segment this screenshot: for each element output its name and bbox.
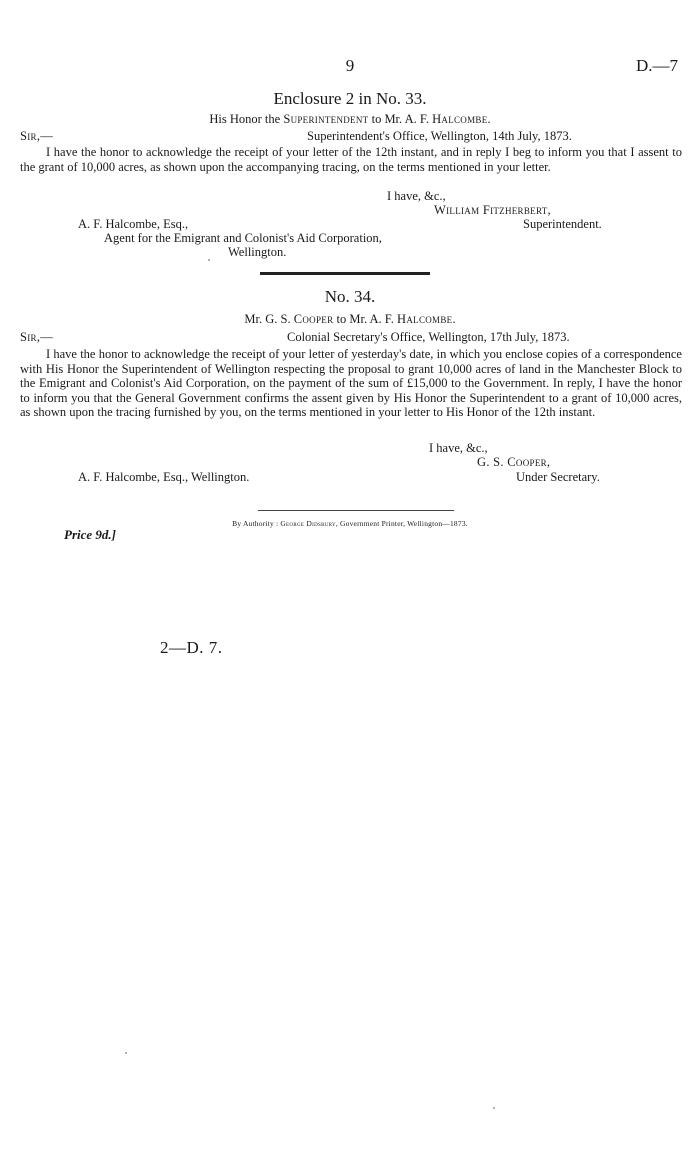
enclosure-title: Enclosure 2 in No. 33. <box>273 89 427 108</box>
signature-code: 2—D. 7. <box>160 638 223 657</box>
print-speck <box>493 1107 495 1109</box>
letter2-place-date: Colonial Secretary's Office, Wellington, 17th July, 1873. <box>287 330 570 344</box>
letter1-recipient: Halcombe <box>432 112 488 126</box>
letter1-salutation: Sir,— <box>20 129 54 143</box>
page-number: 9 <box>345 56 355 75</box>
letter1-subtitle-mid: to Mr. A. F. <box>371 112 429 126</box>
letter1-signatory: William Fitzherbert, <box>434 203 551 217</box>
imprint-post: , Government Printer, Wellington—1873. <box>335 519 468 528</box>
letter2-recipient: Halcombe <box>397 312 453 326</box>
print-speck <box>208 259 210 261</box>
letter2-closing: I have, &c., <box>429 441 488 455</box>
letter1-body-text: I have the honor to acknowledge the receipt of your letter of the 12th instant, and in reply I beg to inform you that I assent to the grant of 10,000 acres, as shown upon the accompanying tracing, on the terms mentioned in your letter. <box>20 145 682 174</box>
letter2-subtitle-pre: Mr. G. S. <box>244 312 291 326</box>
letter2-addressee: A. F. Halcombe, Esq., Wellington. <box>78 470 250 484</box>
letter1-sender: Superintendent <box>283 112 369 126</box>
letter1-place-date: Superintendent's Office, Wellington, 14th July, 1873. <box>307 129 572 143</box>
letter2-title: No. 34. <box>324 287 376 306</box>
letter1-addressee: A. F. Halcombe, Esq., <box>78 217 189 231</box>
section-divider <box>260 272 430 275</box>
letter1-body <box>20 145 682 174</box>
letter2-body <box>20 347 682 420</box>
letter2-subtitle: Mr. G. S. Cooper to Mr. A. F. Halcombe. <box>244 312 456 326</box>
letter2-sender: Cooper <box>293 312 334 326</box>
print-speck <box>125 1052 127 1054</box>
letter1-subtitle-pre: His Honor the <box>209 112 281 126</box>
letter2-subtitle-mid: to Mr. A. F. <box>336 312 394 326</box>
letter1-signatory-title: Superintendent. <box>523 217 602 231</box>
letter1-closing: I have, &c., <box>387 189 446 203</box>
imprint-pre: By Authority : <box>232 519 279 528</box>
letter2-signatory: G. S. Cooper, <box>477 455 551 469</box>
footer-rule <box>258 510 454 511</box>
letter2-salutation: Sir,— <box>20 330 54 344</box>
price: Price 9d.] <box>64 527 116 542</box>
letter1-subtitle: His Honor the Superintendent to Mr. A. F. Halcombe. <box>209 112 491 126</box>
letter2-body-text: I have the honor to acknowledge the receipt of your letter of yesterday's date, in which you enclose copies of a correspondence with His Honor the Superintendent of Wellington respecting the proposal to grant 10,000 acres of land in the Manchester Block to the Emigrant and Colonist's Aid Corporation, on the payment of the sum of £15,000 to the Government. In reply, I have the honor to inform you that the General Government confirms the assent given by His Honor the Superintendent to a grant of 10,000 acres, as shown upon the tracing furnished by you, on the terms mentioned in your letter to His Honor of the 12th instant. <box>20 347 682 420</box>
letter2-signatory-title: Under Secretary. <box>516 470 600 484</box>
letter1-addressee-line3: Wellington. <box>228 245 287 259</box>
letter1-addressee-line2: Agent for the Emigrant and Colonist's Aid Corporation, <box>104 231 382 245</box>
imprint-printer: George Didsbury <box>280 519 336 528</box>
document-code: D.—7 <box>635 56 678 75</box>
